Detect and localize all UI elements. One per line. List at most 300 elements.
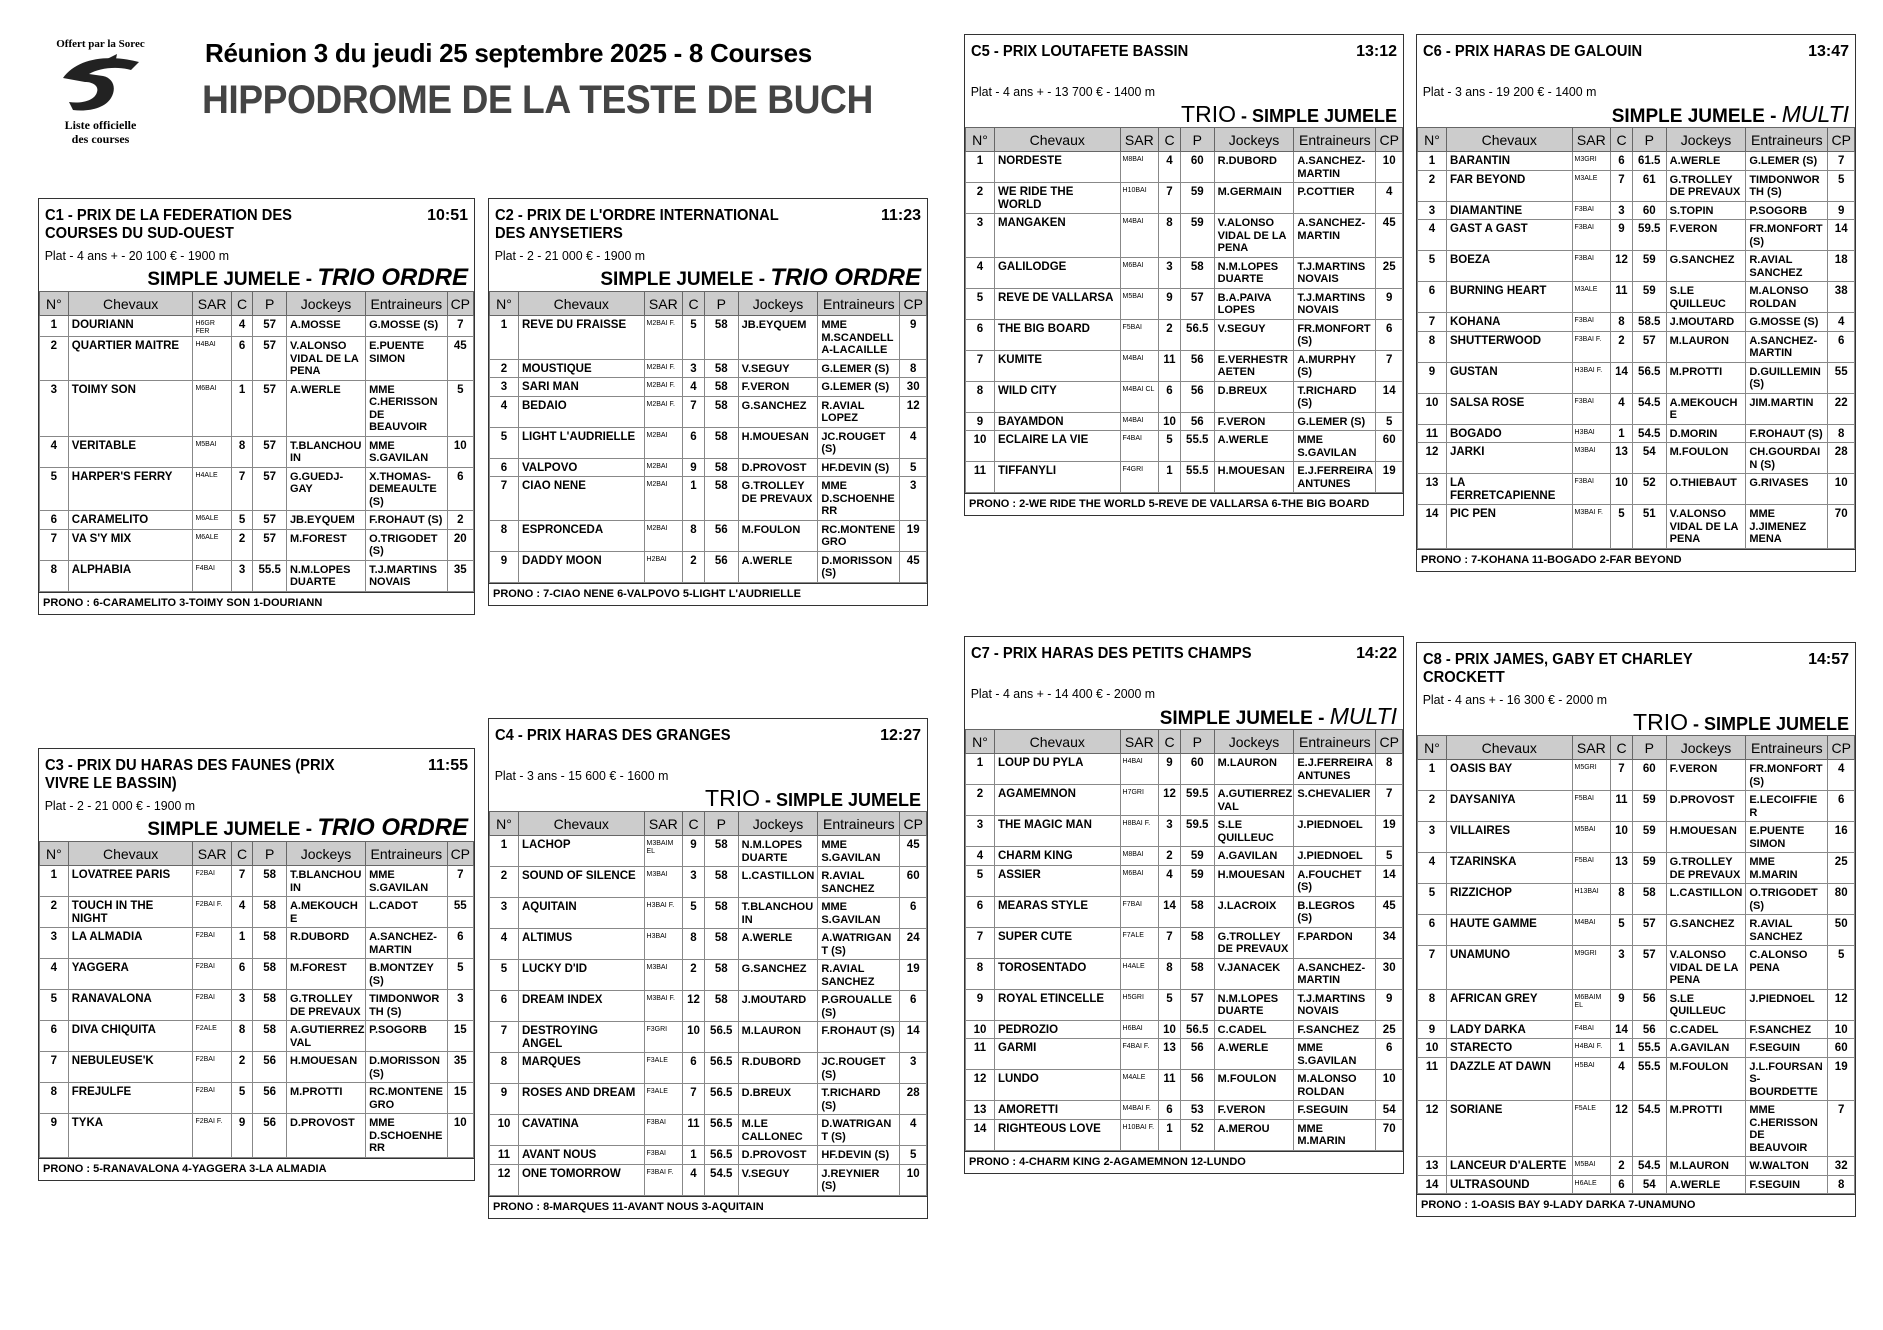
cell-cp: 55: [447, 897, 473, 928]
cell-horse: QUARTIER MAITRE: [68, 337, 193, 381]
runners-table: [1417, 127, 1855, 549]
column-header-horse: Chevaux: [994, 128, 1120, 152]
cell-cp: 5: [1376, 847, 1403, 866]
cell-sar: F3BAI: [1572, 393, 1611, 424]
table-row: [966, 785, 1403, 816]
cell-sar: M3BAI F.: [644, 991, 683, 1022]
column-header-num: N°: [1418, 128, 1447, 152]
column-header-num: N°: [40, 292, 69, 316]
cell-cloth: 6: [1611, 152, 1633, 171]
table-row: [1418, 331, 1855, 362]
column-header-trainer: Entraineurs: [1294, 128, 1376, 152]
cell-weight: 59: [1180, 865, 1214, 896]
prono-line: PRONO : 2-WE RIDE THE WORLD 5-REVE DE VALLARSA 6-THE BIG BOARD: [965, 493, 1403, 515]
table-row: [490, 1164, 927, 1195]
cell-cp: 16: [1828, 822, 1855, 853]
cell-trainer: A.SANCHEZ-MARTIN: [1746, 331, 1828, 362]
cell-num: 10: [966, 1020, 995, 1039]
cell-sar: H6ALE: [1572, 1175, 1611, 1194]
cell-trainer: F.PARDON: [1294, 927, 1376, 958]
cell-cloth: 8: [683, 929, 705, 960]
cell-sar: H2BAI: [644, 551, 683, 582]
table-row: [490, 378, 927, 397]
cell-cloth: 3: [1159, 816, 1181, 847]
cell-sar: H6GR FER: [193, 316, 231, 337]
cell-horse: SARI MAN: [518, 378, 644, 397]
cell-cloth: 1: [1611, 424, 1633, 443]
cell-horse: RANAVALONA: [68, 990, 193, 1021]
cell-num: 11: [966, 462, 995, 493]
cell-trainer: MME M.MARIN: [1746, 853, 1828, 884]
cell-trainer: D.GUILLEMIN (S): [1746, 362, 1828, 393]
cell-weight: 58: [704, 396, 738, 427]
cell-cloth: 11: [1159, 350, 1181, 381]
runners-table: [489, 811, 927, 1196]
cell-trainer: MME C.HERISSON DE BEAUVOIR: [366, 380, 448, 436]
race-header: [965, 35, 1403, 83]
cell-trainer: JIM.MARTIN: [1746, 393, 1828, 424]
cell-trainer: MME S.GAVILAN: [366, 866, 448, 897]
cell-num: 6: [966, 319, 995, 350]
cell-sar: M2BAI F.: [644, 378, 683, 397]
cell-trainer: JC.ROUGET (S): [818, 427, 900, 458]
cell-horse: MANGAKEN: [994, 214, 1120, 258]
cell-jockey: A.WERLE: [286, 380, 365, 436]
cell-weight: 56: [1180, 1039, 1214, 1070]
bet-type-primary: SIMPLE JUMELE -: [1611, 106, 1782, 127]
cell-cp: 8: [900, 359, 927, 378]
cell-num: 8: [490, 520, 519, 551]
cell-cp: 8: [1828, 1175, 1855, 1194]
race-time: 11:23: [880, 207, 921, 224]
race-header: [1417, 35, 1855, 83]
cell-num: 1: [1418, 760, 1447, 791]
cell-cp: 6: [1376, 319, 1403, 350]
table-row: [966, 754, 1403, 785]
cell-num: 8: [966, 958, 995, 989]
cell-trainer: T.J.MARTINS NOVAIS: [1294, 257, 1376, 288]
cell-weight: 56: [253, 1052, 287, 1083]
cell-weight: 59: [1632, 822, 1666, 853]
cell-horse: LACHOP: [518, 836, 644, 867]
cell-sar: F4BAI: [1120, 431, 1159, 462]
runners-table: [1417, 735, 1855, 1194]
cell-trainer: F.ROHAUT (S): [366, 511, 448, 530]
cell-cloth: 1: [231, 380, 253, 436]
cell-weight: 57: [1632, 915, 1666, 946]
cell-trainer: RC.MONTENE GRO: [366, 1083, 448, 1114]
cell-jockey: M.PROTTI: [286, 1083, 365, 1114]
cell-num: 9: [966, 989, 995, 1020]
cell-cp: 14: [1376, 381, 1403, 412]
cell-num: 14: [1418, 505, 1447, 549]
cell-horse: LANCEUR D'ALERTE: [1446, 1157, 1572, 1176]
race-conditions: Plat - 4 ans + - 20 100 € - 1900 m: [44, 248, 230, 263]
cell-jockey: T.BLANCHOU IN: [286, 866, 365, 897]
cell-trainer: R.AVIAL SANCHEZ: [818, 960, 900, 991]
cell-cp: 45: [900, 551, 927, 582]
cell-sar: F2BAI: [193, 959, 231, 990]
cell-cloth: 1: [1159, 1119, 1181, 1150]
table-row: [40, 897, 474, 928]
bet-type-primary: TRIO: [1181, 101, 1236, 127]
bet-type-secondary: MULTI: [1781, 101, 1849, 127]
race-time: 14:57: [1808, 651, 1849, 668]
column-header-jockey: Jockeys: [286, 842, 365, 866]
cell-num: 2: [40, 337, 69, 381]
cell-cp: 25: [1376, 1020, 1403, 1039]
cell-trainer: C.ALONSO PENA: [1746, 946, 1828, 990]
cell-jockey: L.CASTILLON: [738, 867, 818, 898]
column-header-cloth: C: [1611, 128, 1633, 152]
cell-jockey: M.LAURON: [738, 1022, 818, 1053]
cell-num: 11: [1418, 1057, 1447, 1101]
cell-cp: 35: [447, 1052, 473, 1083]
cell-horse: WE RIDE THE WORLD: [994, 183, 1120, 214]
cell-horse: GUSTAN: [1446, 362, 1572, 393]
column-header-trainer: Entraineurs: [366, 842, 448, 866]
cell-cp: 6: [900, 991, 927, 1022]
table-row: [966, 214, 1403, 258]
table-row: [1418, 362, 1855, 393]
cell-weight: 58: [704, 316, 738, 360]
cell-sar: H3BAI F.: [644, 898, 683, 929]
cell-jockey: M.PROTTI: [1666, 1101, 1746, 1157]
cell-cloth: 2: [683, 551, 705, 582]
prono-line: PRONO : 1-OASIS BAY 9-LADY DARKA 7-UNAMUNO: [1417, 1194, 1855, 1216]
table-row: [40, 436, 474, 467]
cell-cloth: 9: [1159, 288, 1181, 319]
cell-sar: M8BAI: [1120, 152, 1159, 183]
cell-cloth: 4: [1611, 393, 1633, 424]
cell-jockey: N.M.LOPES DUARTE: [738, 836, 818, 867]
cell-num: 14: [966, 1119, 995, 1150]
cell-trainer: D.MORISSON (S): [818, 551, 900, 582]
cell-cp: 3: [447, 990, 473, 1021]
cell-cp: 54: [1376, 1101, 1403, 1120]
cell-weight: 56.5: [704, 1146, 738, 1165]
cell-trainer: J.PIEDNOEL: [1294, 816, 1376, 847]
cell-weight: 61.5: [1632, 152, 1666, 171]
sorec-logo: [38, 38, 163, 156]
column-header-trainer: Entraineurs: [1294, 730, 1376, 754]
cell-trainer: F.SEGUIN: [1294, 1101, 1376, 1120]
cell-horse: ECLAIRE LA VIE: [994, 431, 1120, 462]
cell-num: 1: [490, 836, 519, 867]
cell-horse: LUNDO: [994, 1070, 1120, 1101]
cell-trainer: F.SEGUIN: [1746, 1175, 1828, 1194]
cell-jockey: F.VERON: [1666, 220, 1746, 251]
cell-cloth: 14: [1159, 896, 1181, 927]
cell-weight: 56: [704, 551, 738, 582]
cell-horse: VALPOVO: [518, 458, 644, 477]
column-header-weight: P: [1180, 128, 1214, 152]
column-header-weight: P: [1632, 128, 1666, 152]
cell-sar: M3ALE: [1572, 170, 1611, 201]
cell-trainer: S.CHEVALIER: [1294, 785, 1376, 816]
cell-sar: F3GRI: [644, 1022, 683, 1053]
cell-trainer: B.LEGROS (S): [1294, 896, 1376, 927]
cell-cp: 55: [1828, 362, 1855, 393]
bet-types: [489, 265, 927, 291]
table-row: [966, 1119, 1403, 1150]
cell-horse: HAUTE GAMME: [1446, 915, 1572, 946]
cell-jockey: A.GAVILAN: [1666, 1039, 1746, 1058]
cell-trainer: A.WATRIGAN T (S): [818, 929, 900, 960]
cell-weight: 52: [1632, 474, 1666, 505]
column-header-jockey: Jockeys: [1666, 128, 1746, 152]
bet-types: [489, 785, 927, 811]
cell-sar: F3BAI: [1572, 313, 1611, 332]
cell-cp: 5: [900, 458, 927, 477]
cell-num: 6: [490, 991, 519, 1022]
cell-num: 7: [966, 350, 995, 381]
cell-trainer: G.MOSSE (S): [366, 316, 448, 337]
cell-num: 1: [966, 754, 995, 785]
cell-horse: YAGGERA: [68, 959, 193, 990]
cell-weight: 54.5: [1632, 1101, 1666, 1157]
cell-weight: 55.5: [1632, 1039, 1666, 1058]
race-header: [965, 637, 1403, 685]
race-time: 10:51: [427, 207, 468, 224]
table-row: [966, 412, 1403, 431]
cell-cp: 24: [900, 929, 927, 960]
runners-table: [39, 841, 474, 1158]
cell-horse: PIC PEN: [1446, 505, 1572, 549]
table-row: [490, 1084, 927, 1115]
cell-cloth: 7: [683, 396, 705, 427]
cell-cp: 6: [1828, 331, 1855, 362]
cell-trainer: MME D.SCHOENHE RR: [818, 477, 900, 521]
race-title: C6 - PRIX HARAS DE GALOUIN: [1423, 43, 1643, 60]
cell-jockey: F.VERON: [1214, 412, 1294, 431]
cell-num: 8: [966, 381, 995, 412]
cell-sar: M2BAI: [644, 477, 683, 521]
column-header-cp: CP: [1376, 730, 1403, 754]
cell-jockey: M.LAURON: [1666, 331, 1746, 362]
cell-jockey: JB.EYQUEM: [738, 316, 818, 360]
cell-sar: M2BAI: [644, 520, 683, 551]
race-header: [1417, 643, 1855, 691]
cell-sar: M4BAI: [1120, 350, 1159, 381]
table-header-row: [490, 812, 927, 836]
cell-sar: F3ALE: [644, 1053, 683, 1084]
cell-sar: M5BAI: [1572, 1157, 1611, 1176]
cell-cp: 12: [1828, 989, 1855, 1020]
table-row: [40, 529, 474, 560]
cell-horse: RIGHTEOUS LOVE: [994, 1119, 1120, 1150]
table-row: [490, 396, 927, 427]
table-row: [966, 1020, 1403, 1039]
cell-trainer: D.WATRIGAN T (S): [818, 1115, 900, 1146]
cell-weight: 58: [704, 960, 738, 991]
cell-jockey: M.GERMAIN: [1214, 183, 1294, 214]
cell-cloth: 5: [1611, 505, 1633, 549]
cell-cp: 9: [1376, 288, 1403, 319]
cell-horse: SOUND OF SILENCE: [518, 867, 644, 898]
race-title: C4 - PRIX HARAS DES GRANGES: [495, 727, 731, 744]
column-header-weight: P: [704, 812, 738, 836]
cell-cp: 7: [447, 316, 473, 337]
cell-cloth: 13: [1159, 1039, 1181, 1070]
cell-jockey: J.MOUTARD: [1666, 313, 1746, 332]
table-row: [1418, 1175, 1855, 1194]
cell-num: 13: [966, 1101, 995, 1120]
cell-horse: TOROSENTADO: [994, 958, 1120, 989]
cell-weight: 52: [1180, 1119, 1214, 1150]
cell-sar: M2BAI F.: [644, 359, 683, 378]
cell-cp: 70: [1376, 1119, 1403, 1150]
cell-cloth: 7: [231, 866, 253, 897]
cell-cp: 7: [1376, 785, 1403, 816]
cell-weight: 58: [1632, 884, 1666, 915]
cell-sar: F2ALE: [193, 1021, 231, 1052]
table-row: [966, 257, 1403, 288]
column-header-num: N°: [1418, 736, 1447, 760]
cell-cp: 3: [900, 1053, 927, 1084]
cell-sar: F3BAI F.: [1572, 331, 1611, 362]
cell-cp: 70: [1828, 505, 1855, 549]
race-block-c3: [38, 748, 475, 1181]
table-row: [490, 359, 927, 378]
cell-cloth: 6: [1611, 1175, 1633, 1194]
cell-horse: LOVATREE PARIS: [68, 866, 193, 897]
cell-cloth: 2: [1159, 847, 1181, 866]
table-row: [490, 427, 927, 458]
column-header-trainer: Entraineurs: [366, 292, 448, 316]
cell-trainer: D.MORISSON (S): [366, 1052, 448, 1083]
cell-weight: 59.5: [1632, 220, 1666, 251]
cell-trainer: W.WALTON: [1746, 1157, 1828, 1176]
cell-sar: M6BAI: [1120, 865, 1159, 896]
bet-types: [965, 101, 1403, 127]
cell-weight: 58: [253, 1021, 287, 1052]
cell-num: 5: [966, 865, 995, 896]
cell-num: 9: [490, 1084, 519, 1115]
cell-jockey: G.TROLLEY DE PREVAUX: [286, 990, 365, 1021]
cell-trainer: F.SANCHEZ: [1294, 1020, 1376, 1039]
bet-type-primary: TRIO: [1633, 709, 1688, 735]
cell-sar: H7GRI: [1120, 785, 1159, 816]
column-header-cloth: C: [1159, 128, 1181, 152]
table-row: [490, 1022, 927, 1053]
column-header-horse: Chevaux: [518, 292, 644, 316]
cell-jockey: A.MOSSE: [286, 316, 365, 337]
cell-num: 11: [1418, 424, 1447, 443]
column-header-jockey: Jockeys: [1214, 128, 1294, 152]
cell-weight: 58: [704, 378, 738, 397]
cell-horse: TOUCH IN THE NIGHT: [68, 897, 193, 928]
cell-num: 13: [1418, 474, 1447, 505]
cell-horse: BAYAMDON: [994, 412, 1120, 431]
cell-sar: H3BAI F.: [1572, 362, 1611, 393]
column-header-cp: CP: [900, 812, 927, 836]
bet-type-primary: SIMPLE JUMELE -: [147, 819, 318, 840]
table-header-row: [40, 842, 474, 866]
cell-weight: 57: [253, 529, 287, 560]
cell-cloth: 5: [1159, 431, 1181, 462]
cell-cp: 5: [447, 959, 473, 990]
cell-cloth: 2: [1159, 319, 1181, 350]
cell-cloth: 1: [683, 477, 705, 521]
cell-trainer: FR.MONFORT (S): [1746, 760, 1828, 791]
cell-horse: DREAM INDEX: [518, 991, 644, 1022]
cell-trainer: R.AVIAL SANCHEZ: [1746, 251, 1828, 282]
cell-weight: 54.5: [704, 1164, 738, 1195]
cell-weight: 58: [704, 458, 738, 477]
cell-cloth: 2: [231, 1052, 253, 1083]
cell-sar: H4ALE: [1120, 958, 1159, 989]
cell-horse: BARANTIN: [1446, 152, 1572, 171]
cell-cloth: 4: [683, 378, 705, 397]
cell-cloth: 8: [1611, 884, 1633, 915]
runners-table: [965, 127, 1403, 493]
cell-jockey: H.MOUESAN: [738, 427, 818, 458]
table-row: [490, 1115, 927, 1146]
cell-weight: 60: [1180, 754, 1214, 785]
cell-num: 1: [1418, 152, 1447, 171]
cell-cloth: 6: [1159, 381, 1181, 412]
column-header-weight: P: [253, 292, 287, 316]
table-header-row: [966, 128, 1403, 152]
cell-jockey: N.M.LOPES DUARTE: [286, 560, 365, 591]
cell-jockey: H.MOUESAN: [1214, 865, 1294, 896]
cell-cp: 30: [1376, 958, 1403, 989]
cell-sar: M5GRI: [1572, 760, 1611, 791]
table-row: [1418, 474, 1855, 505]
cell-sar: H3BAI: [644, 929, 683, 960]
cell-sar: H8BAI F.: [1120, 816, 1159, 847]
bet-type-secondary: - SIMPLE JUMELE: [1235, 106, 1397, 126]
table-row: [966, 431, 1403, 462]
cell-cloth: 4: [1159, 152, 1181, 183]
table-row: [966, 1039, 1403, 1070]
cell-jockey: M.PROTTI: [1666, 362, 1746, 393]
cell-cp: 4: [1828, 313, 1855, 332]
race-header: [489, 719, 927, 767]
cell-num: 5: [1418, 884, 1447, 915]
cell-weight: 58: [704, 929, 738, 960]
cell-num: 6: [1418, 915, 1447, 946]
column-header-cloth: C: [1611, 736, 1633, 760]
cell-trainer: MME S.GAVILAN: [1294, 1039, 1376, 1070]
cell-cloth: 12: [683, 991, 705, 1022]
table-row: [1418, 1101, 1855, 1157]
cell-cloth: 11: [1159, 1070, 1181, 1101]
table-row: [490, 929, 927, 960]
cell-cp: 14: [1376, 865, 1403, 896]
race-time: 11:55: [427, 757, 468, 774]
cell-cloth: 2: [1611, 1157, 1633, 1176]
cell-cloth: 10: [1611, 474, 1633, 505]
table-row: [966, 865, 1403, 896]
race-title: C3 - PRIX DU HARAS DES FAUNES (PRIX VIVRE LE BASSIN): [45, 757, 335, 792]
bet-type-secondary: - SIMPLE JUMELE: [759, 790, 921, 810]
cell-weight: 60: [1180, 152, 1214, 183]
cell-horse: FAR BEYOND: [1446, 170, 1572, 201]
cell-jockey: JB.EYQUEM: [286, 511, 365, 530]
cell-cloth: 3: [683, 867, 705, 898]
cell-sar: F4GRI: [1120, 462, 1159, 493]
cell-trainer: G.RIVASES: [1746, 474, 1828, 505]
cell-weight: 56.5: [704, 1084, 738, 1115]
cell-cloth: 9: [1611, 989, 1633, 1020]
cell-weight: 56.5: [704, 1022, 738, 1053]
cell-jockey: G.TROLLEY DE PREVAUX: [1666, 853, 1746, 884]
cell-weight: 56.5: [704, 1115, 738, 1146]
cell-weight: 56.5: [1180, 319, 1214, 350]
cell-cp: 60: [900, 867, 927, 898]
